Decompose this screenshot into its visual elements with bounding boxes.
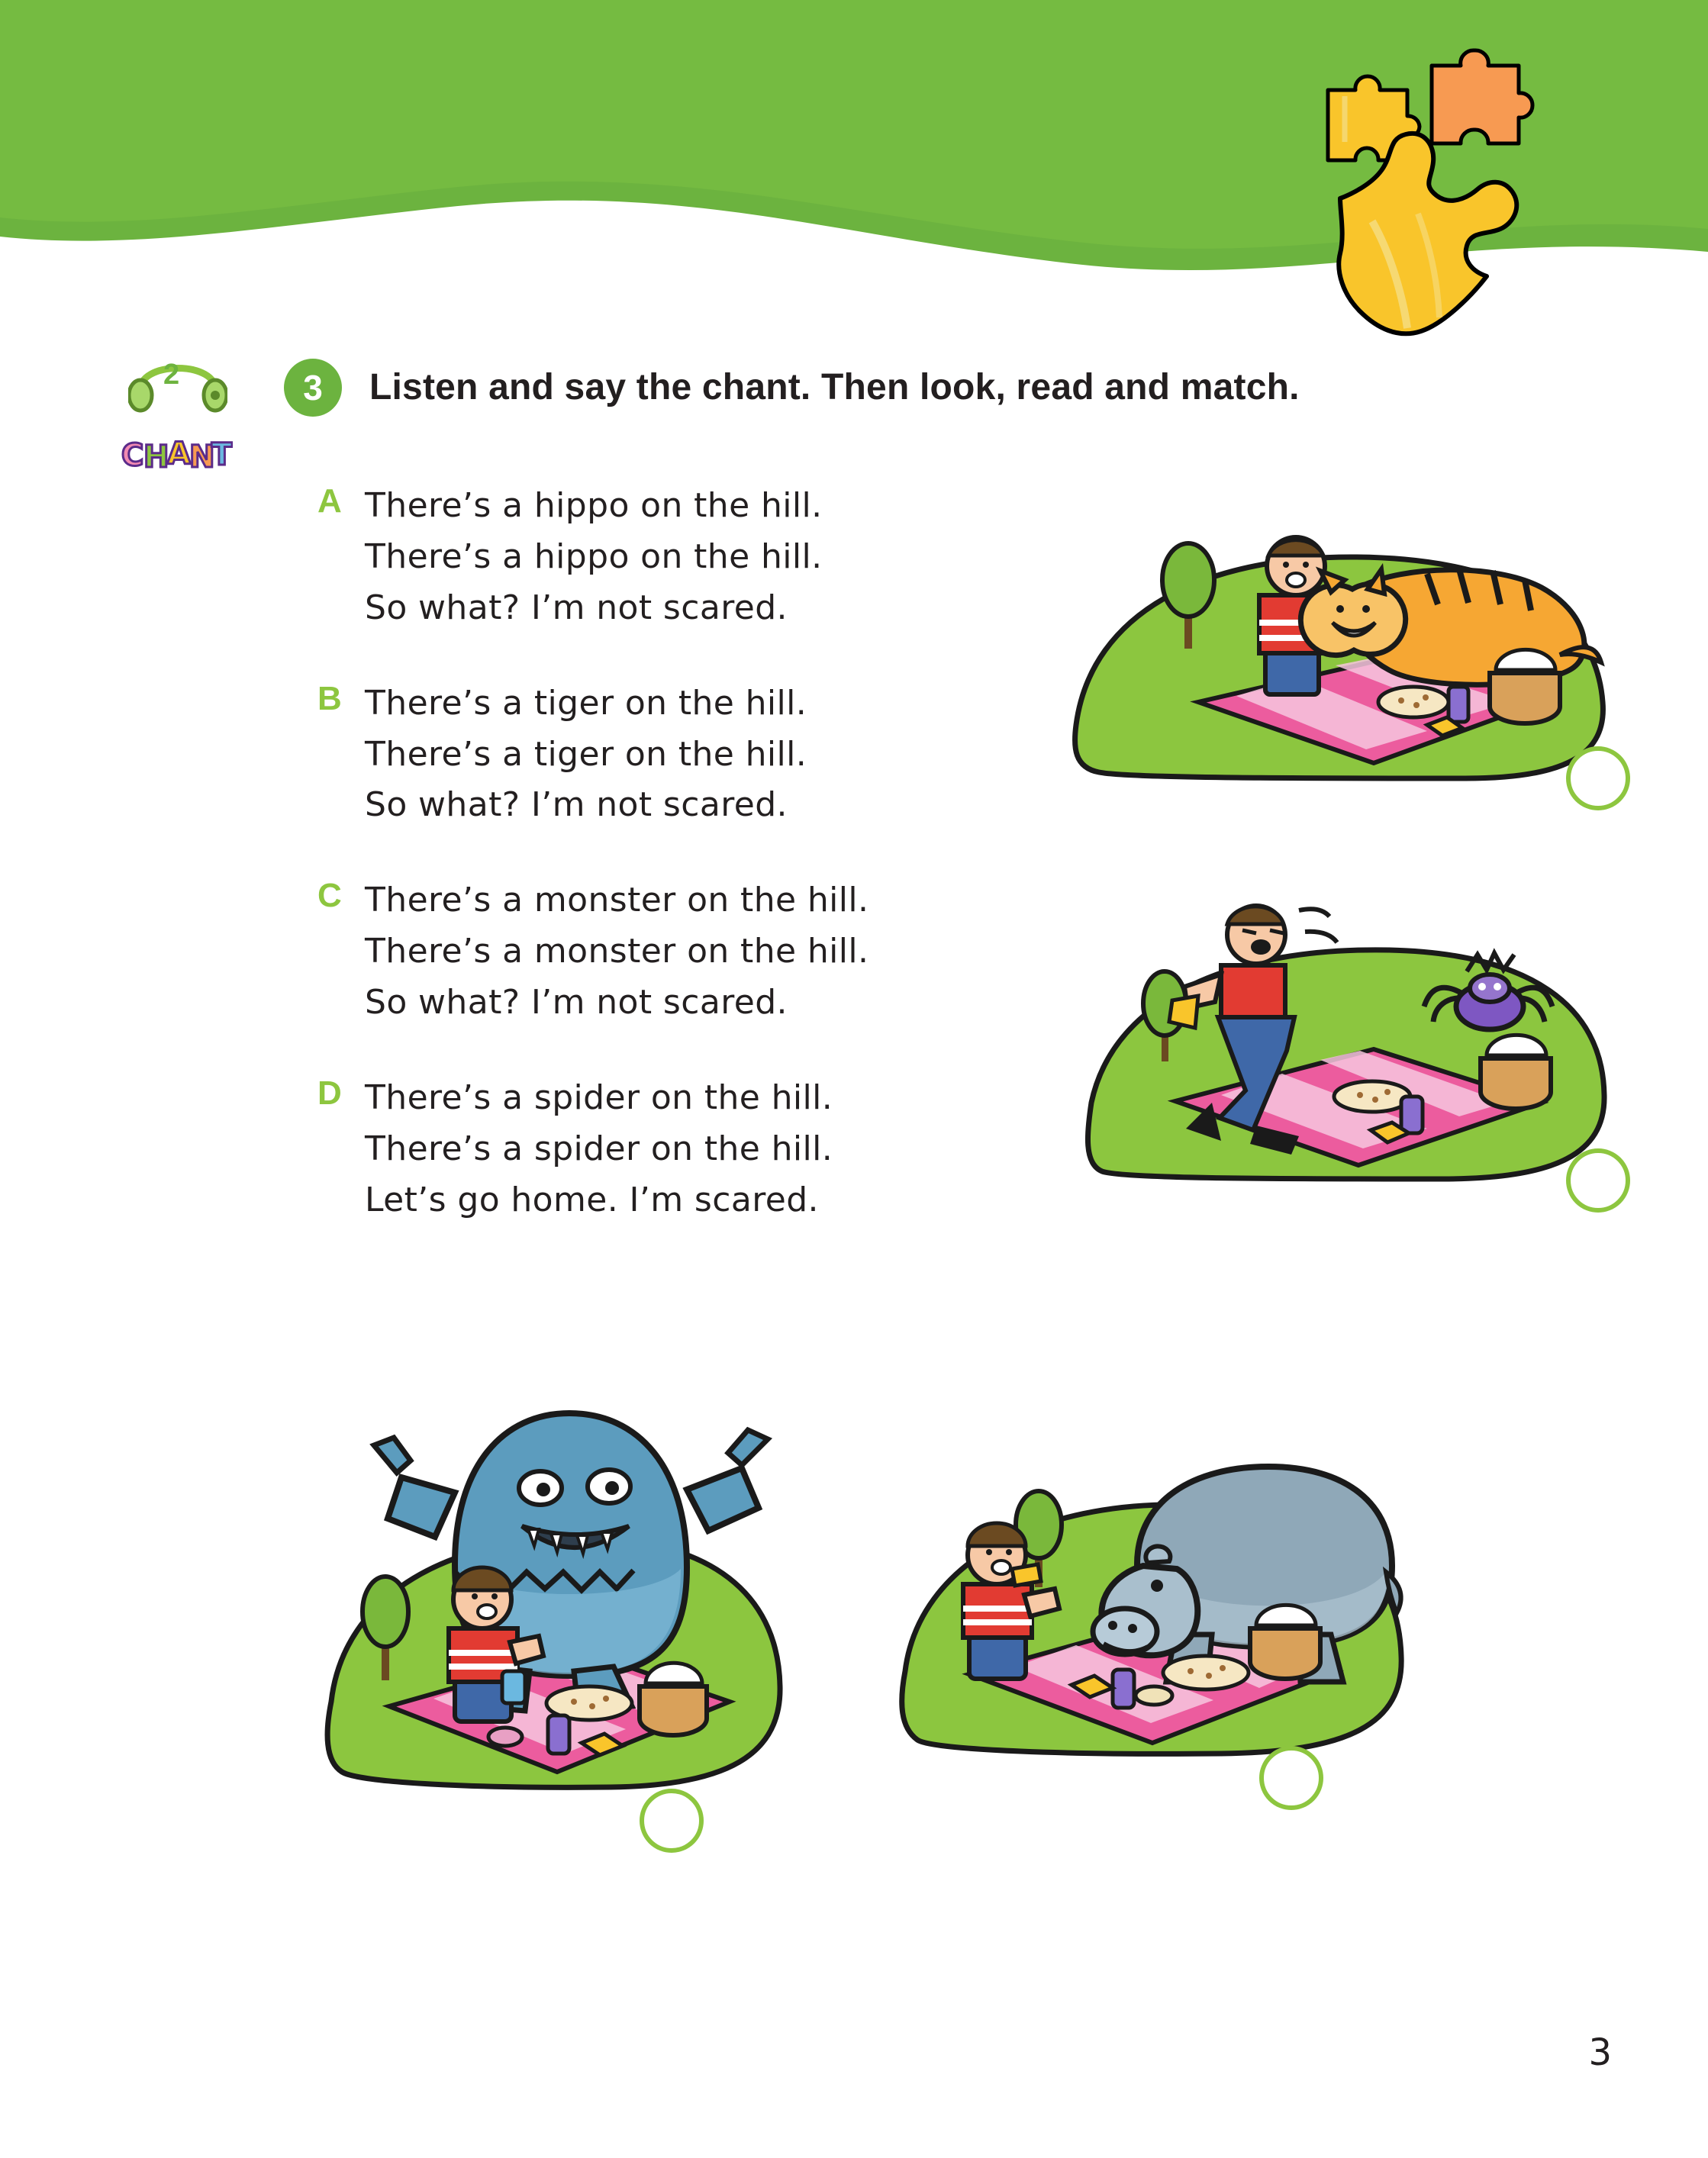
verse-letter: C <box>317 877 342 915</box>
svg-text:H: H <box>143 440 169 475</box>
puzzle-pieces-icon <box>1319 31 1624 351</box>
verse-line: There’s a monster on the hill. <box>365 932 869 971</box>
chant-verse <box>311 678 1029 832</box>
verse-line: So what? I’m not scared. <box>365 983 788 1022</box>
hippo-picnic-picture <box>885 1366 1435 1793</box>
activity-instruction: Listen and say the chant. Then look, read and match. <box>369 367 1300 407</box>
verse-line: There’s a monster on the hill. <box>365 881 869 920</box>
chant-badge-icon <box>118 429 233 482</box>
monster-picnic-picture <box>305 1343 794 1831</box>
audio-track-number: 2 <box>163 359 180 391</box>
chant-verse <box>311 481 1029 634</box>
svg-text:T: T <box>211 437 233 472</box>
verse-line: There’s a tiger on the hill. <box>365 683 807 723</box>
verse-line: There’s a spider on the hill. <box>365 1129 833 1168</box>
verse-line: There’s a hippo on the hill. <box>365 536 823 576</box>
page-number: 3 <box>1588 2031 1612 2074</box>
svg-text:A: A <box>167 436 191 472</box>
verse-line: There’s a hippo on the hill. <box>365 486 823 525</box>
verse-letter: A <box>317 482 342 520</box>
answer-circle[interactable] <box>1566 1148 1630 1213</box>
svg-text:N: N <box>189 440 215 475</box>
svg-text:C: C <box>121 438 144 473</box>
tiger-picnic-picture <box>1068 473 1618 794</box>
verse-letter: B <box>317 679 342 717</box>
verse-line: Let’s go home. I’m scared. <box>365 1180 819 1219</box>
activity-number-badge: 3 <box>284 359 342 417</box>
verse-letter: D <box>317 1074 342 1112</box>
answer-circle[interactable] <box>1259 1746 1323 1810</box>
verse-line: So what? I’m not scared. <box>365 588 788 627</box>
answer-circle[interactable] <box>640 1789 704 1853</box>
verse-line: There’s a spider on the hill. <box>365 1077 833 1117</box>
chant-verse <box>311 875 1029 1029</box>
chant-verse <box>311 1073 1029 1226</box>
verse-line: There’s a tiger on the hill. <box>365 734 807 774</box>
verse-line: So what? I’m not scared. <box>365 785 788 825</box>
answer-circle[interactable] <box>1566 746 1630 810</box>
chant-verse-list <box>311 481 1029 1271</box>
spider-picnic-picture <box>1068 874 1618 1194</box>
